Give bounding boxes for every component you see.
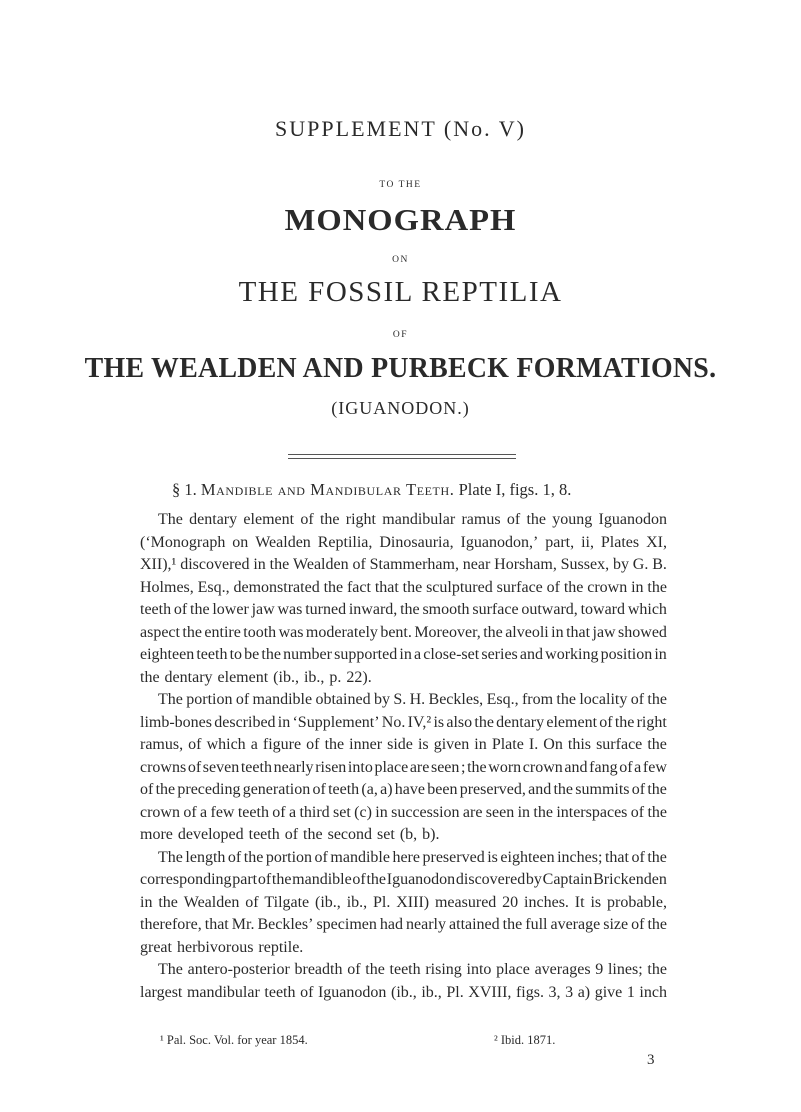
- iguanodon-subtitle: (IGUANODON.): [331, 398, 470, 418]
- text-line: therefore, that Mr. Beckles’ specimen had nearly attained the full average size of the: [140, 916, 667, 933]
- footnote: ¹ Pal. Soc. Vol. for year 1854.: [160, 1033, 308, 1047]
- text-line: aspect the entire tooth was moderately bent. Moreover, the alveoli in that jaw showed: [140, 623, 667, 641]
- footnote: ² Ibid. 1871.: [494, 1033, 556, 1047]
- section-heading: [172, 480, 571, 500]
- text-line: The length of the portion of mandible here preserved is eighteen inches; that of the: [158, 848, 667, 866]
- text-line: ramus, of which a figure of the inner side is given in Plate I. On this surface the: [140, 736, 667, 753]
- text-line: limb-bones described in ‘Supplement’ No. IV,² is also the dentary element of the right: [140, 713, 667, 731]
- supplement-title: SUPPLEMENT (No. V): [275, 116, 526, 141]
- text-line: XII),¹ discovered in the Wealden of Stammerham, near Horsham, Sussex, by G. B.: [140, 556, 667, 573]
- of-label: OF: [392, 330, 409, 340]
- wealden-purbeck-title: THE WEALDEN AND PURBECK FORMATIONS.: [84, 352, 717, 384]
- text-line: The antero-posterior breadth of the teeth rising into place averages 9 lines; the: [158, 961, 667, 978]
- text-line: crowns of seven teeth nearly risen into place are seen ; the worn crown and fang of a few: [140, 758, 667, 776]
- monograph-title: MONOGRAPH: [284, 202, 517, 237]
- text-line: teeth of the lower jaw was turned inward, the smooth surface outward, toward which: [140, 601, 667, 618]
- text-line: more developed teeth of the second set (b, b).: [140, 826, 440, 843]
- text-line: (‘Monograph on Wealden Reptilia, Dinosauria, Iguanodon,’ part, ii, Plates XI,: [140, 533, 667, 551]
- divider-rule: [288, 454, 516, 455]
- text-line: crown of a few teeth of a third set (c) in succession are seen in the interspaces of the: [140, 803, 667, 821]
- text-line: of the preceding generation of teeth (a, a) have been preserved, and the summits of the: [140, 781, 667, 798]
- text-line: largest mandibular teeth of Iguanodon (ib., ib., Pl. XVIII, figs. 3, 3 a) give 1 inch: [140, 983, 667, 1001]
- text-line: great herbivorous reptile.: [140, 938, 304, 956]
- plate-reference: Plate I, figs. 1, 8.: [458, 480, 572, 499]
- text-line: Holmes, Esq., demonstrated the fact that the sculptured surface of the crown in the: [140, 578, 667, 596]
- section-title: Mandible and Mandibular Teeth.: [200, 480, 455, 499]
- text-line: in the Wealden of Tilgate (ib., ib., Pl. XIII) measured 20 inches. It is probable,: [140, 893, 667, 911]
- on-label: ON: [392, 255, 409, 265]
- page-number: 3: [647, 1052, 655, 1068]
- text-line: corresponding part of the mandible of the Iguanodon discovered by Captain Brickenden: [140, 871, 667, 888]
- text-line: The portion of mandible obtained by S. H. Beckles, Esq., from the locality of the: [158, 691, 667, 708]
- text-line: The dentary element of the right mandibular ramus of the young Iguanodon: [158, 511, 667, 528]
- text-line: eighteen teeth to be the number supported in a close-set series and working position in: [140, 646, 667, 663]
- body-text: [140, 509, 667, 1004]
- section-number: § 1.: [172, 480, 197, 499]
- to-the-label: TO THE: [379, 180, 422, 190]
- text-line: the dentary element (ib., ib., p. 22).: [140, 668, 372, 686]
- divider-rule: [288, 458, 516, 459]
- fossil-reptilia-title: THE FOSSIL REPTILIA: [238, 276, 563, 308]
